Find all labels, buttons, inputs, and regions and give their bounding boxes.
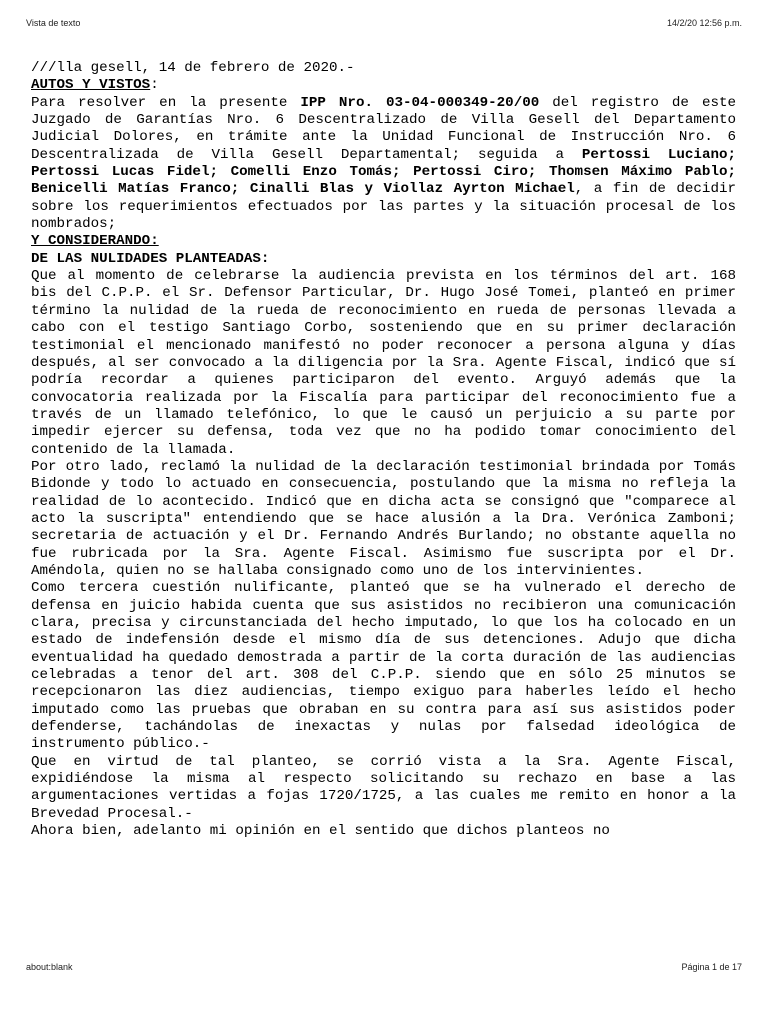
accused-names: Pertossi Luciano; Pertossi Lucas Fidel; Comelli Enzo Tomás; Pertossi Ciro; Thomsen Máximo Pablo; Benicelli Matías Franco; Cinalli Blas y Viollaz Ayrton Michael xyxy=(31,146,736,198)
autos-heading: AUTOS Y VISTOS xyxy=(31,77,151,94)
print-url: about:blank xyxy=(26,962,73,972)
paragraph-opinion: Ahora bien, adelanto mi opinión en el sentido que dichos planteos no xyxy=(31,823,610,840)
intro-text-2: del registro de este Juzgado de Garantías Nro. 6 Descentralizado de Villa Gesell del Departamento Judicial Dolores, en trámite ante la Unidad Funcional de Instrucción Nro. 6 Descentralizada de Villa Gesell Departamental; seguida a xyxy=(31,94,737,163)
print-header xyxy=(26,18,742,32)
considerando-heading-line xyxy=(31,233,736,250)
autos-colon: : xyxy=(150,77,159,94)
paragraph-defensa: Como tercera cuestión nulificante, planteó que se ha vulnerado el derecho de defensa en juicio habida cuenta que sus asistidos no recibieron una comunicación clara, precisa y circunstanciada del hecho imputado, lo que los ha colocado en un estado de indefensión desde el mismo día de sus detenciones. Adujo que dicha eventualidad ha quedado demostrada a partir de la corta duración de las audiencias celebradas a tenor del art. 308 del C.P.P. siendo que en sólo 25 minutos se recepcionaron las diez audiencias, tiempo exiguo para haberles leído el hecho imputado como las pruebas que obraban en su contra para así sus asistidos poder defenderse, tachándolas de inexactas y nulas por falsedad ideológica de instrumento público.- xyxy=(31,580,736,753)
document-body xyxy=(31,60,736,840)
autos-heading-line xyxy=(31,77,736,94)
nulidades-heading: DE LAS NULIDADES PLANTEADAS: xyxy=(31,250,270,267)
intro-text-3: , a fin de decidir sobre los requerimientos efectuados por las partes y la situación procesal de los nombrados; xyxy=(31,181,736,233)
paragraph-intro xyxy=(31,95,736,234)
paragraph-testimonial: Por otro lado, reclamó la nulidad de la declaración testimonial brindada por Tomás Bidonde y todo lo actuado en consecuencia, postulando que la misma no refleja la realidad de lo acontecido. Indicó que en dicha acta se consignó que "comparece al acto la suscripta" entendiendo que se hace alusión a la Dra. Verónica Zamboni; secretaria de actuación y el Dr. Fernando Andrés Burlando; no obstante aquella no fue rubricada por la Sra. Agente Fiscal. Asimismo fue suscripta por el Dr. Améndola, quien no se hallaba consignado como uno de los intervinientes. xyxy=(31,458,736,579)
paragraph-vista-fiscal: Que en virtud de tal planteo, se corrió vista a la Sra. Agente Fiscal, expidiéndose la misma al respecto solicitando su rechazo en base a las argumentaciones vertidas a fojas 1720/1725, a las cuales me remito en honor a la Brevedad Procesal.- xyxy=(31,753,736,822)
nulidades-heading-line xyxy=(31,251,736,268)
page-number: Página 1 de 17 xyxy=(681,962,742,972)
intro-text-1: Para resolver en la presente xyxy=(31,94,301,111)
considerando-heading: Y CONSIDERANDO: xyxy=(31,233,159,250)
print-footer xyxy=(26,962,742,976)
paragraph-rueda: Que al momento de celebrarse la audiencia prevista en los términos del art. 168 bis del C.P.P. el Sr. Defensor Particular, Dr. Hugo José Tomei, planteó en primer término la nulidad de la rueda de reconocimiento en rueda de personas llevada a cabo con el testigo Santiago Corbo, sosteniendo que en su primer declaración testimonial el mencionado manifestó no poder reconocer a persona alguna y días después, al ser convocado a la diligencia por la Sra. Agente Fiscal, indicó que sí podría recordar a quienes participaron del evento. Arguyó además que la convocatoria realizada por la Fiscalía para participar del reconocimiento fue a través de un llamado telefónico, lo que le causó un perjuicio a su parte por impedir ejercer su defensa, toda vez que no ha podido tomar conocimiento del contenido de la llamada. xyxy=(31,268,736,458)
print-title: Vista de texto xyxy=(26,18,81,28)
dateline: ///lla gesell, 14 de febrero de 2020.- xyxy=(31,60,355,76)
print-datetime: 14/2/20 12:56 p.m. xyxy=(666,18,742,28)
ipp-number: IPP Nro. 03-04-000349-20/00 xyxy=(300,94,540,111)
